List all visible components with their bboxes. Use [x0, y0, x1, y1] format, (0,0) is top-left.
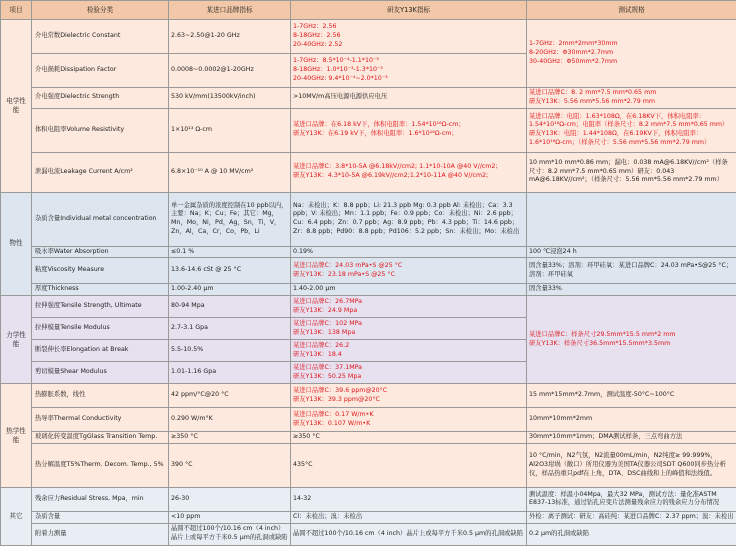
imported-value: 0.290 W/m°K [169, 408, 291, 432]
property-name: 剪切模量Shear Modulus [32, 362, 169, 384]
imported-value: ≤0.1 % [169, 246, 291, 258]
property-name: 杂质含量 [32, 511, 169, 523]
method-value: 10 °C/min，N2气氛，N2流量00mL/min，N2纯度≥ 99.999%，Al2O3坩埚（敞口）所用仪器为美国TA仪器公司SDT Q600同步热分析仪，样品热重只pdf在上角，DTA、DSC曲线和上的峰值和法线值。 [527, 443, 736, 487]
method-value: 0.2 μm的孔洞或缺陷 [527, 523, 736, 545]
method-value: 100 ℃浸泡24 h [527, 246, 736, 258]
property-name: 厚度Thickness [32, 284, 169, 296]
method-value: 某进口品牌：电阻：1.63*108Ω，在6.18KV下，体积电阻率：1.54*10¹⁶Ω-cm；电阻率（样条尺寸：8.2 mm*7.5 mm*0.65 mm）研友Y13K：电阻：1.44*108Ω，在6.19KV下，体积电阻率：1.6*10¹⁶Ω-cm；（样条尺寸：5.56 mm*5.56 mm*2.79 mm） [527, 108, 736, 152]
imported-value: 1×10¹³ Ω-cm [169, 108, 291, 152]
property-name: 杂质含量Individual metal concentration [32, 192, 169, 246]
header-imported: 某进口品牌指标 [169, 1, 291, 20]
table-row [1, 152, 736, 192]
imported-value: 1.01-1.16 Gpa [169, 362, 291, 384]
method-value: 30mm*10mm*1mm；DMA测试样条，三点弯曲方法 [527, 432, 736, 444]
method-value: 测试温度：样温小04Mpa，最大32 MPa，测试方法：量化准ASTM E837-13标准，通过钻孔应变片法测量残余应力的残余应力分布情况 [527, 487, 736, 511]
ours-value: 某进口品牌C：24.03 mPa•S @25 °C 研友Y13K：23.18 mPa•S @25 °C [291, 258, 527, 284]
ours-value: 某进口品牌C：3.8*10-5A @6.18kV//cm2; 1.1*10-10A @40 V//cm2; 研友Y13K：4.3*10-5A @6.19kV//cm2;1.2*10-11A @40 V//cm2; [291, 152, 527, 192]
ours-value: 1-7GHz：8.5*10⁻⁴-1.1*10⁻³ 8-18GHz：1.0*10⁻³-1.3*10⁻³ 20-40GHz: 9.4*10⁻⁴~2.0*10⁻³ [291, 54, 527, 88]
property-name: 介电强度Dielectric Strength [32, 88, 169, 109]
imported-value: 0.0008~0.0002@1-20GHz [169, 54, 291, 88]
imported-value: 晶圆不超过100个/10.16 cm（4 inch）晶片上或每平方千米0.5 μm的孔洞或缺陷 [169, 523, 291, 545]
property-name: 玻璃化转变温度TgGlass Transition Temp. [32, 432, 169, 444]
ours-value: 435°C [291, 443, 527, 487]
table-row [1, 192, 736, 246]
ours-value: 某进口品牌C：26.7MPa 研友Y13K：24.9 Mpa [291, 296, 527, 318]
table-row [1, 487, 736, 511]
header-item: 项目 [1, 1, 32, 20]
property-name: 泄漏电流Leakage Current A/cm² [32, 152, 169, 192]
property-name: 介电损耗Dissipation Factor [32, 54, 169, 88]
method-value: 固含量33%；溶剂：环甲硅氧：某进口品牌C：24.03 mPa•S@25 °C；溶剂：环甲硅氧 [527, 258, 736, 284]
ours-value: 某进口品牌C：37.1MPa 研友Y13K：50.25 Mpa [291, 362, 527, 384]
table-row [1, 511, 736, 523]
property-name: 介电常数Dielectric Constant [32, 20, 169, 54]
header-method: 测试规格 [527, 1, 736, 20]
ours-value: Na：未检出；K：8.8 ppb；Li: 21.3 ppb Mg: 0.3 ppb Al: 未检出；Ca：3.3 ppb；V: 未检出；Mn：1.1 ppb；Fe：0.9 ppb；Co：未检出；Ni：2.6 ppb；Cu：6.4 ppb；Zn：0.7 ppb；Ag：8.9 ppb；Pb：4.3 ppb；Ti：14.6 ppb；Zr：8.8 ppb；Pd90：8.8 ppb；Pd106：5.2 ppb；Sn：未检出；Mo：未检出 [291, 192, 527, 246]
imported-value: 13.6-14.6 cSt @ 25 °C [169, 258, 291, 284]
method-value: 15 mm*15mm*2.7mm，测试温度-50°C~100°C [527, 384, 736, 408]
table-row [1, 20, 736, 54]
ours-value: >10MV/m高压电源电源供应电压 [291, 88, 527, 109]
ours-value: 0.19% [291, 246, 527, 258]
property-name: 热膨胀系数，线性 [32, 384, 169, 408]
property-name: 附着力测量 [32, 523, 169, 545]
ours-value: ≥350 °C [291, 432, 527, 444]
imported-value: 390 °C [169, 443, 291, 487]
imported-value: 2.63~2.50@1-20 GHz [169, 20, 291, 54]
property-name: 吸水率Water Absorption [32, 246, 169, 258]
property-name: 热导率Thermal Conductivity [32, 408, 169, 432]
ours-value: Cl：未检出；溴：未检出 [291, 511, 527, 523]
imported-value: 530 kV/mm(13500kV/inch) [169, 88, 291, 109]
table-row [1, 432, 736, 444]
category-thermal: 热学性能 [1, 384, 32, 488]
ours-value: 1.40-2.00 μm [291, 284, 527, 296]
ours-value: 某进口品牌C：26.2 研友Y13K：18.4 [291, 340, 527, 362]
table-row [1, 284, 736, 296]
table-row [1, 443, 736, 487]
method-value [527, 192, 736, 246]
imported-value: 42 ppm/°C@20 °C [169, 384, 291, 408]
table-row [1, 246, 736, 258]
ours-value: 14-32 [291, 487, 527, 511]
method-value: 10 mm*10 mm*0.86 mm；漏电：0.038 mA@6.18KV//cm²（样条尺寸：8.2 mm*7.5 mm*0.65 mm）研友：0.043 mA@6.18KV//cm²；（样条尺寸：5.56 mm*5.56 mm*2.79 mm） [527, 152, 736, 192]
category-electrical: 电学性能 [1, 20, 32, 193]
imported-value: 2.7-3.1 Gpa [169, 318, 291, 340]
method-value: 固含量33% [527, 284, 736, 296]
table-row [1, 296, 736, 318]
imported-value: 单一金属杂质的浓度控制在10 ppb以内，主要：Na；K；Cu；Fe；其它：Mg，Mn，Mo，Ni，Pd，Ag，Sn，Ti，V，Zn，Al，Ca，Cr，Co，Pb，Li [169, 192, 291, 246]
ours-value: 某进口品牌C：0.17 W/m•K 研友Y13K：0.107 W/m•K [291, 408, 527, 432]
imported-value: 26-30 [169, 487, 291, 511]
ours-value: 某进口品牌C：39.6 ppm@20°C 研友Y13K：39.3 ppm@20°C [291, 384, 527, 408]
table-row [1, 88, 736, 109]
table-row [1, 408, 736, 432]
property-name: 粘度Viscosity Measure [32, 258, 169, 284]
method-value: 外检：离子测试：研友：高硅纯：某进口品牌C：2.37 ppm；溴：未检出 [527, 511, 736, 523]
imported-value: ≥350 °C [169, 432, 291, 444]
imported-value: 1.00-2.40 μm [169, 284, 291, 296]
property-name: 残余应力Residual Stress, Mpa，min [32, 487, 169, 511]
ours-value: 晶圆不超过100个/10.16 cm（4 inch）晶片上或每平方千米0.5 μm的孔洞或缺陷 [291, 523, 527, 545]
imported-value: 80-94 Mpa [169, 296, 291, 318]
imported-value: 5.5-10.5% [169, 340, 291, 362]
method-value: 某进口品牌C：样条尺寸29.5mm*15.5 mm*2 mm 研友Y13K：样条尺寸36.5mm*15.5mm*3.5mm [527, 296, 736, 384]
table-header-row [1, 1, 736, 20]
property-name: 拉伸强度Tensile Strength, Ultimate [32, 296, 169, 318]
property-name: 体积电阻率Volume Resistivity [32, 108, 169, 152]
method-value: 1-7GHz：2mm*2mm*30mm 8-20GHz：Φ30mm*2.7mm 30-40GHz：Φ50mm*2.7mm [527, 20, 736, 88]
category-other: 其它 [1, 487, 32, 545]
ours-value: 某进口品牌：在6.18 kV下，体积电阻率：1.54*10¹⁶Ω-cm； 研友Y13K：在6.19 kV下，体积电阻率：1.6*10¹⁶Ω-cm； [291, 108, 527, 152]
category-physical: 物性 [1, 192, 32, 296]
imported-value: 6.8×10⁻¹⁰ A @ 10 MV/cm² [169, 152, 291, 192]
imported-value: <10 ppm [169, 511, 291, 523]
header-ours: 研友Y13K指标 [291, 1, 527, 20]
ours-value: 1-7GHz：2.56 8-18GHz：2.56 20-40GHz: 2.52 [291, 20, 527, 54]
category-mechanical: 力学性能 [1, 296, 32, 384]
property-name: 拉伸模量Tensile Modulus [32, 318, 169, 340]
table-row [1, 384, 736, 408]
property-name: 热分解温度T5%Therm. Decom. Temp., 5% [32, 443, 169, 487]
property-name: 断裂伸长率Elongation at Break [32, 340, 169, 362]
table-row [1, 108, 736, 152]
table-row [1, 258, 736, 284]
method-value: 10mm*10mm*2mm [527, 408, 736, 432]
method-value: 某进口品牌C：8. 2 mm*7.5 mm*0.65 mm 研友Y13K：5.56 mm*5.56 mm*2.79 mm [527, 88, 736, 109]
ours-value: 某进口品牌C：102 MPa 研友Y13K：138 Mpa [291, 318, 527, 340]
header-test: 检验分类 [32, 1, 169, 20]
